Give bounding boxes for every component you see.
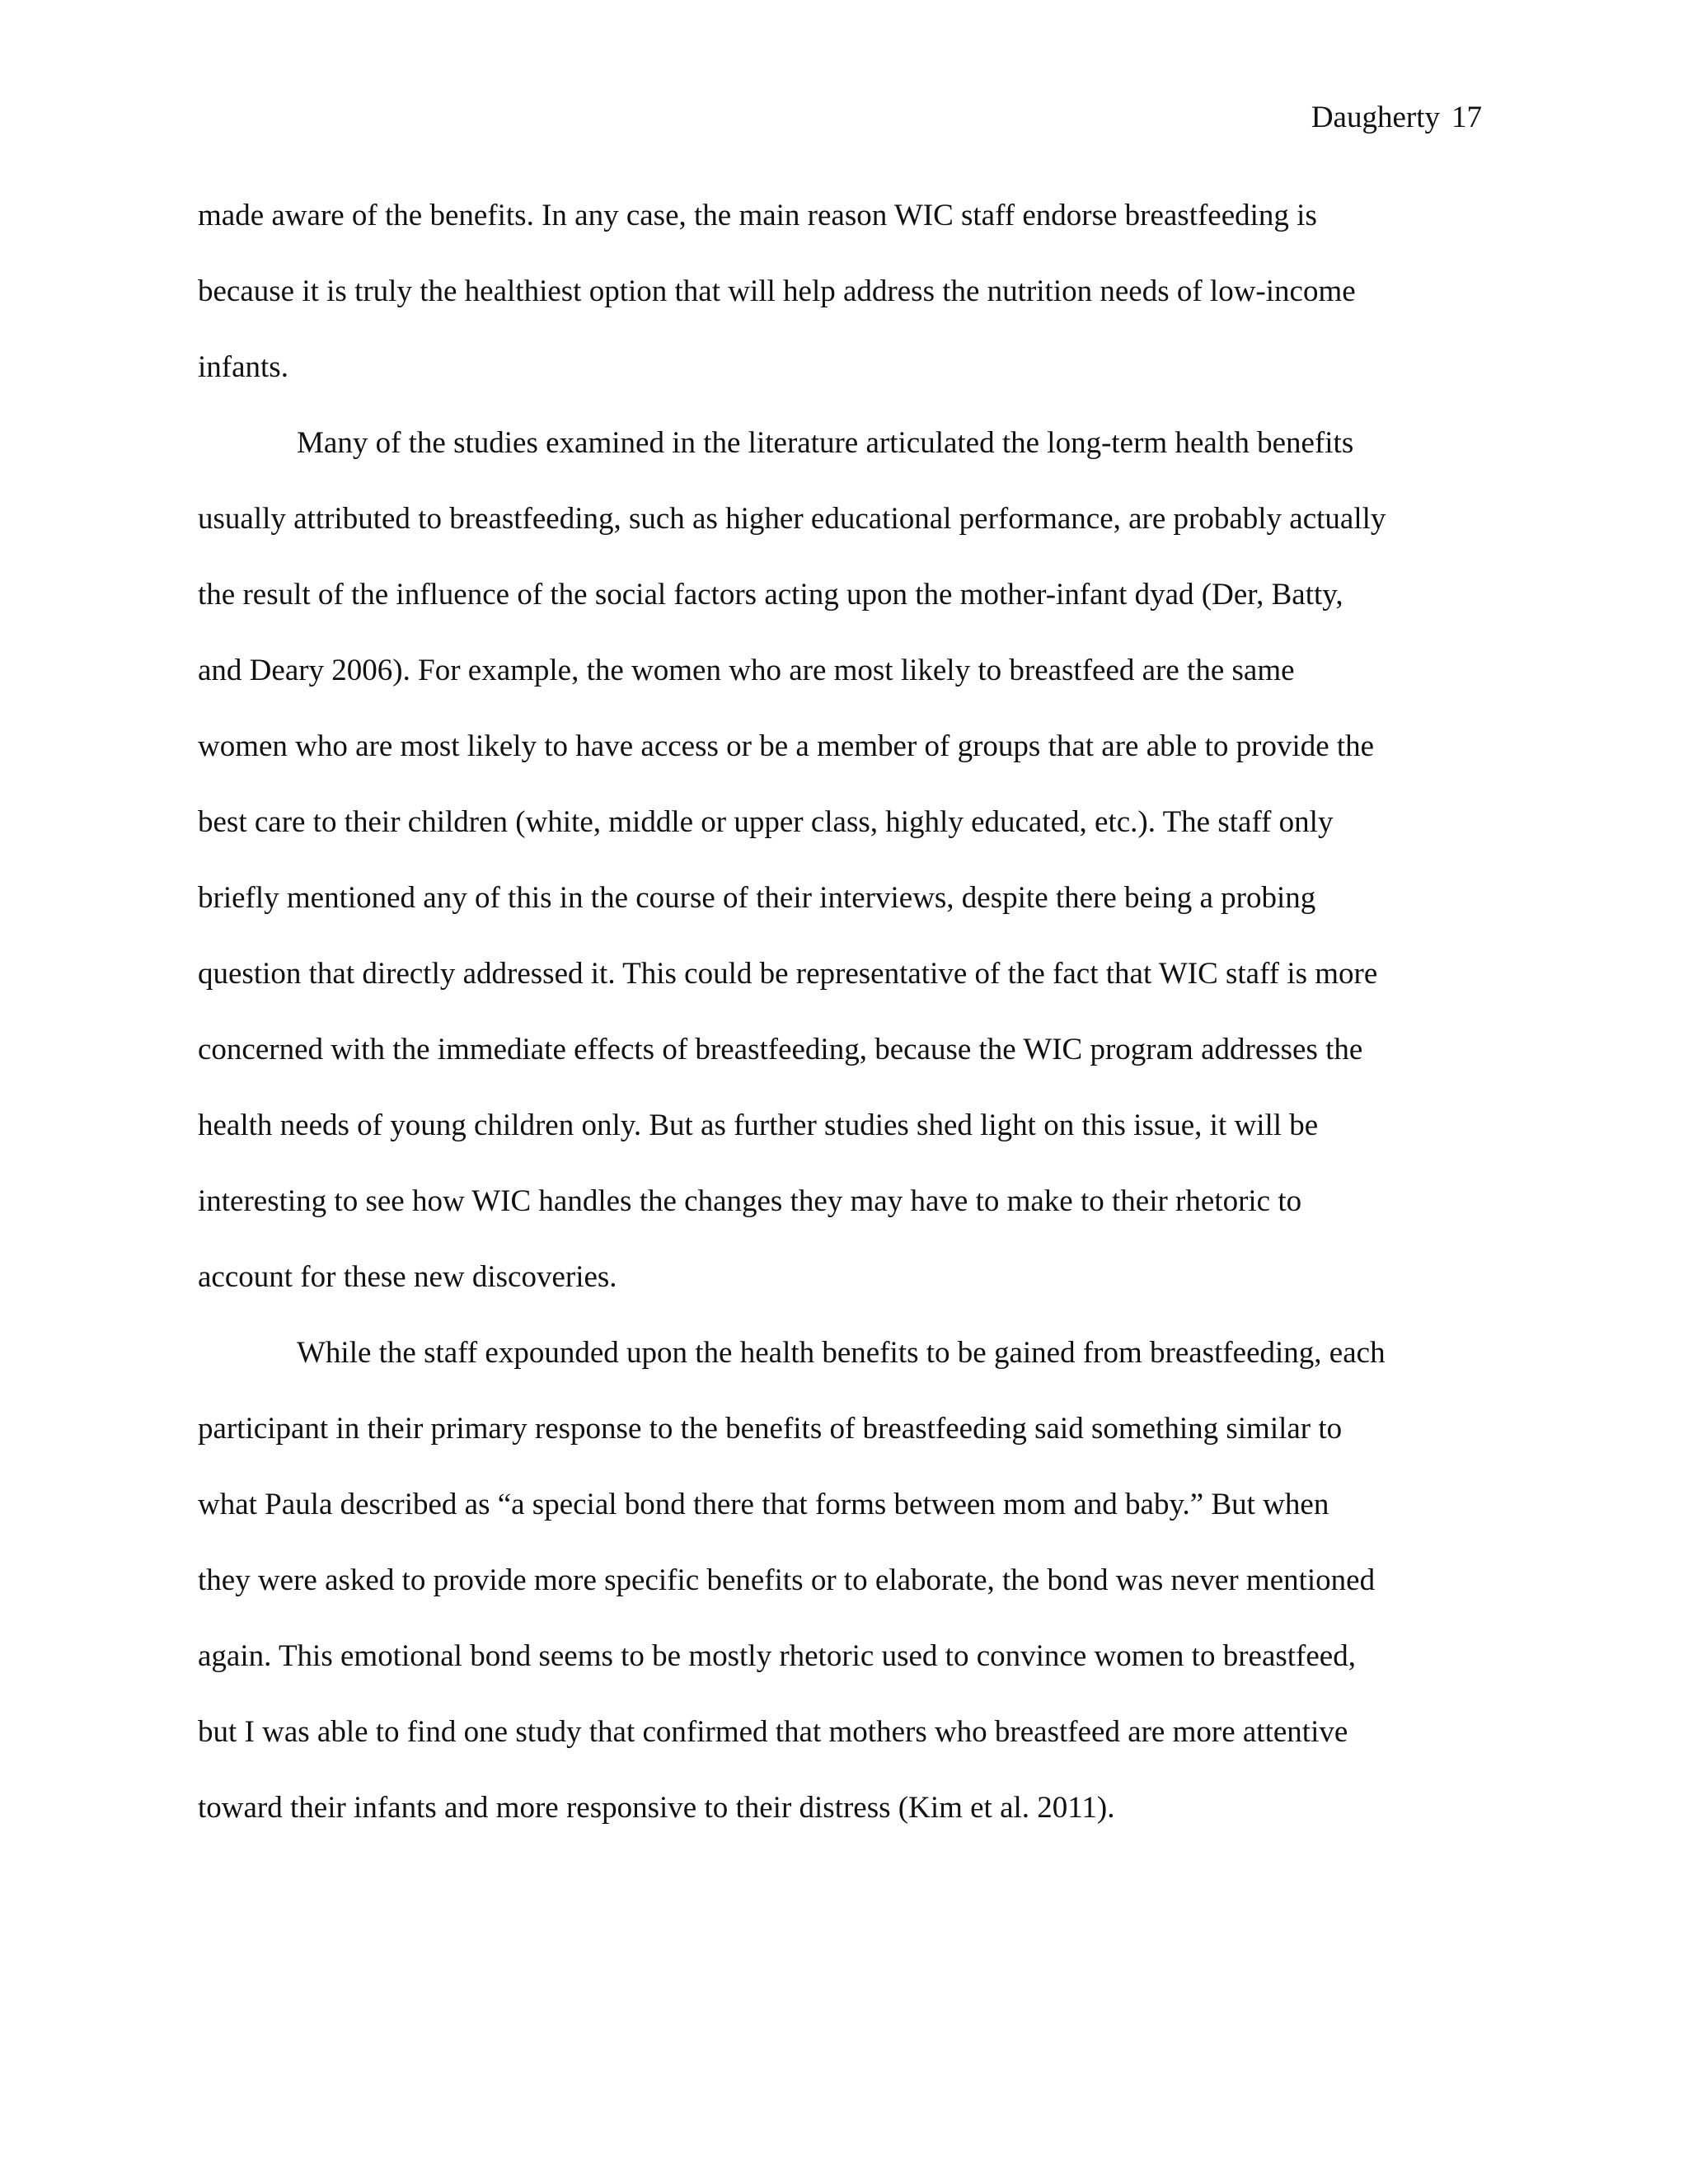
text-line: infants. [198,350,288,384]
paragraph-1 [198,191,1500,419]
text-line: what Paula described as “a special bond there that forms between mom and baby.” But when [198,1488,1329,1521]
text-line: briefly mentioned any of this in the course of their interviews, despite there being a probing [198,881,1316,915]
header-page-number: 17 [1451,101,1482,134]
header-author: Daugherty [1311,101,1440,134]
text-line: but I was able to find one study that confirmed that mothers who breastfeed are more attentive [198,1715,1348,1749]
text-line: concerned with the immediate effects of breastfeeding, because the WIC program addresses the [198,1033,1363,1066]
text-line: account for these new discoveries. [198,1260,617,1294]
text-line: health needs of young children only. But as further studies shed light on this issue, it will be [198,1108,1319,1142]
text-line: again. This emotional bond seems to be mostly rhetoric used to convince women to breastfeed, [198,1639,1356,1673]
text-line: because it is truly the healthiest option that will help address the nutrition needs of low-income [198,274,1356,308]
text-line: participant in their primary response to the benefits of breastfeeding said something similar to [198,1412,1343,1446]
text-line: women who are most likely to have access or be a member of groups that are able to provide the [198,729,1375,763]
text-line: While the staff expounded upon the health benefits to be gained from breastfeeding, each [297,1336,1386,1370]
text-line: usually attributed to breastfeeding, such as higher educational performance, are probably actually [198,502,1386,536]
text-line: made aware of the benefits. In any case, the main reason WIC staff endorse breastfeeding is [198,199,1317,232]
text-line: and Deary 2006). For example, the women who are most likely to breastfeed are the same [198,654,1295,687]
text-line: interesting to see how WIC handles the changes they may have to make to their rhetoric to [198,1184,1302,1218]
text-line: best care to their children (white, middle or upper class, highly educated, etc.). The staff only [198,805,1334,839]
running-header [1311,97,1482,138]
text-line: Many of the studies examined in the literature articulated the long-term health benefits [297,426,1354,460]
paragraph-3 [198,1329,1500,1859]
text-line: they were asked to provide more specific benefits or to elaborate, the bond was never mentioned [198,1563,1376,1597]
paragraph-2 [198,419,1500,1329]
text-line: the result of the influence of the social factors acting upon the mother-infant dyad (Der, Batty, [198,578,1343,612]
body-text [198,191,1500,1859]
text-line: question that directly addressed it. This could be representative of the fact that WIC staff is more [198,957,1378,991]
text-line: toward their infants and more responsive to their distress (Kim et al. 2011). [198,1791,1115,1825]
